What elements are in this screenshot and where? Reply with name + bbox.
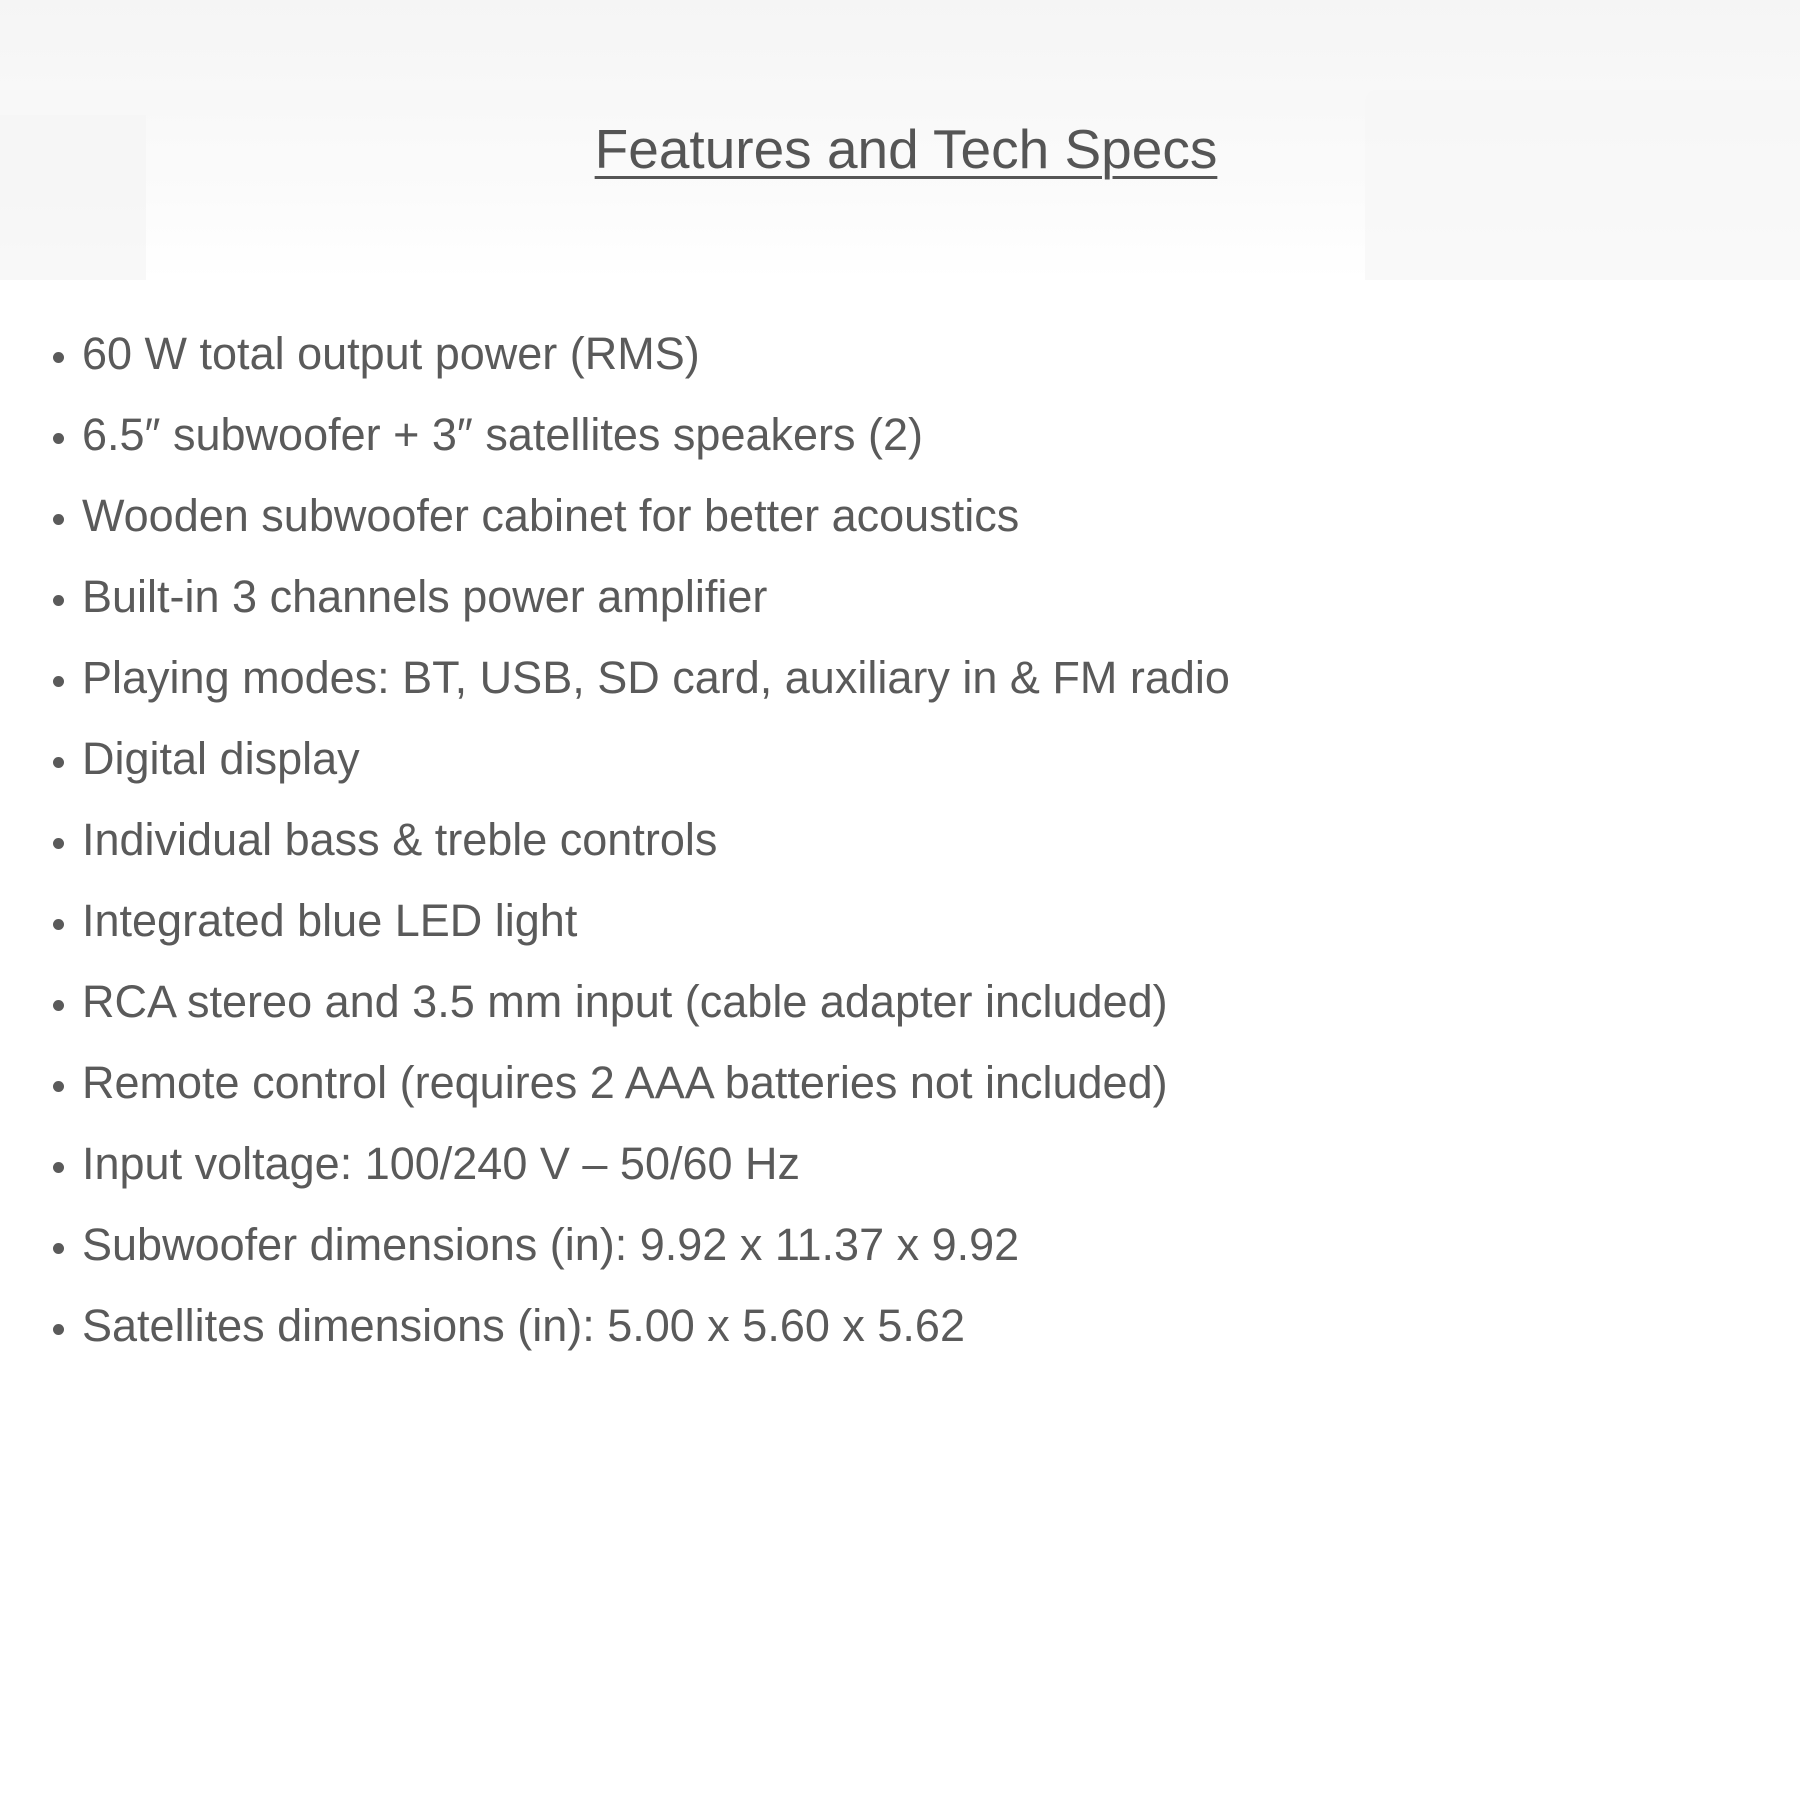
spec-item-display: • Digital display	[82, 718, 1682, 799]
features-title-link[interactable]: Features and Tech Specs	[594, 118, 1218, 180]
spec-item-output-power: • 60 W total output power (RMS)	[82, 313, 1682, 394]
spec-item-controls: • Individual bass & treble controls	[82, 799, 1682, 880]
spec-item-amplifier: • Built-in 3 channels power amplifier	[82, 556, 1682, 637]
spec-item-cabinet: • Wooden subwoofer cabinet for better acoustics	[82, 475, 1682, 556]
spec-item-playing-modes: • Playing modes: BT, USB, SD card, auxiliary in & FM radio	[82, 637, 1682, 718]
spec-item-voltage: • Input voltage: 100/240 V – 50/60 Hz	[82, 1123, 1682, 1204]
spec-list	[0, 313, 1682, 1366]
spec-item-subwoofer-dimensions: • Subwoofer dimensions (in): 9.92 x 11.37 x 9.92	[82, 1204, 1682, 1285]
spec-item-inputs: • RCA stereo and 3.5 mm input (cable adapter included)	[82, 961, 1682, 1042]
spec-item-satellite-dimensions: • Satellites dimensions (in): 5.00 x 5.60 x 5.62	[82, 1285, 1682, 1366]
spec-item-speakers: • 6.5″ subwoofer + 3″ satellites speakers (2)	[82, 394, 1682, 475]
spec-item-led-light: • Integrated blue LED light	[82, 880, 1682, 961]
spec-item-remote: • Remote control (requires 2 AAA batteries not included)	[82, 1042, 1682, 1123]
